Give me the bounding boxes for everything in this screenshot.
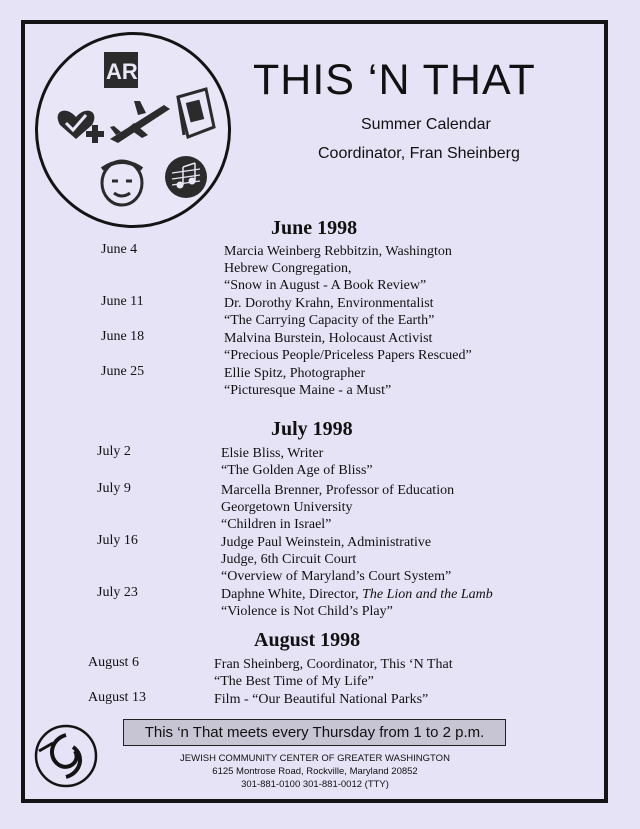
- month-heading-july: July 1998: [271, 418, 353, 440]
- svg-text:ART: ART: [106, 59, 152, 84]
- event-line: Malvina Burstein, Holocaust Activist: [224, 331, 433, 346]
- event-line: Hebrew Congregation,: [224, 261, 352, 276]
- event-line: Judge Paul Weinstein, Administrative: [221, 535, 432, 550]
- event-line: “The Best Time of My Life”: [214, 674, 374, 689]
- event-line: “Children in Israel”: [221, 517, 332, 532]
- event-line: Ellie Spitz, Photographer: [224, 366, 366, 381]
- coordinator-line: Coordinator, Fran Sheinberg: [318, 145, 520, 162]
- event-line: “Violence is Not Child’s Play”: [221, 604, 393, 619]
- event-date: July 23: [97, 585, 138, 600]
- event-line: “Picturesque Maine - a Must”: [224, 383, 392, 398]
- event-line: Fran Sheinberg, Coordinator, This ‘N That: [214, 657, 453, 672]
- event-date: August 13: [88, 690, 146, 705]
- month-heading-june: June 1998: [271, 217, 358, 239]
- event-line: “The Carrying Capacity of the Earth”: [224, 313, 435, 328]
- organization-address: 6125 Montrose Road, Rockville, Maryland 20852: [212, 766, 418, 777]
- event-line: “Snow in August - A Book Review”: [224, 278, 427, 293]
- event-date: July 9: [97, 481, 131, 496]
- art-icon: [104, 52, 152, 88]
- event-line: Film - “Our Beautiful National Parks”: [214, 692, 429, 707]
- event-date: June 4: [101, 242, 138, 257]
- event-line: Judge, 6th Circuit Court: [221, 552, 357, 567]
- event-line: Elsie Bliss, Writer: [221, 446, 324, 461]
- organization-phones: 301-881-0100 301-881-0012 (TTY): [241, 779, 389, 790]
- airplane-icon: [110, 101, 170, 143]
- event-line: Marcia Weinberg Rebbitzin, Washington: [224, 244, 452, 259]
- heart-plus-icon: [58, 111, 104, 143]
- event-date: June 25: [101, 364, 145, 379]
- event-date: August 6: [88, 655, 139, 670]
- event-date: June 11: [101, 294, 144, 309]
- event-line: Marcella Brenner, Professor of Education: [221, 483, 455, 498]
- event-line: “The Golden Age of Bliss”: [221, 463, 373, 478]
- month-heading-august: August 1998: [254, 629, 361, 651]
- organization-name: JEWISH COMMUNITY CENTER OF GREATER WASHINGTON: [180, 753, 450, 764]
- meeting-time-banner: This ‘n That meets every Thursday from 1 to 2 p.m.: [123, 719, 506, 746]
- event-line: Daphne White, Director, The Lion and the Lamb: [221, 587, 493, 602]
- event-line: “Overview of Maryland’s Court System”: [221, 569, 452, 584]
- theater-masks-icon: [102, 161, 142, 205]
- activities-logo: [35, 32, 231, 228]
- event-line: “Precious People/Priceless Papers Rescued”: [224, 348, 472, 363]
- music-notes-icon: [165, 156, 207, 198]
- event-date: July 2: [97, 444, 131, 459]
- book-icon: [178, 89, 214, 137]
- event-date: June 18: [101, 329, 145, 344]
- event-date: July 16: [97, 533, 138, 548]
- jcc-logo-icon: [29, 721, 101, 789]
- page-title: THIS ‘N THAT: [253, 56, 536, 104]
- event-line: Georgetown University: [221, 500, 353, 515]
- event-line: Dr. Dorothy Krahn, Environmentalist: [224, 296, 434, 311]
- subtitle: Summer Calendar: [361, 116, 491, 133]
